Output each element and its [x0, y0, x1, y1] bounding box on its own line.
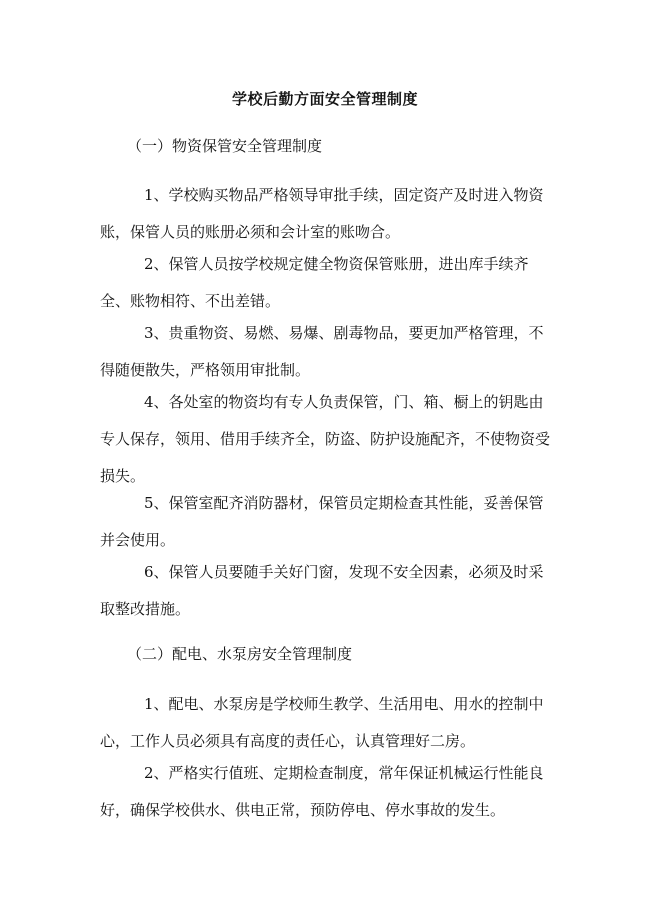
section-2-paragraph-1: 1、配电、水泵房是学校师生教学、生活用电、用水的控制中心，工作人员必须具有高度的责任心，认真管理好二房。 [100, 695, 544, 750]
section-1-paragraph-3: 3、贵重物资、易燃、易爆、剧毒物品，要更加严格管理，不得随便散失，严格领用审批制。 [100, 324, 544, 379]
section-2-paragraph-2: 2、严格实行值班、定期检查制度，常年保证机械运行性能良好，确保学校供水、供电正常，预防停电、停水事故的发生。 [100, 764, 544, 819]
section-1-paragraph-2: 2、保管人员按学校规定健全物资保管账册，进出库手续齐全、账物相符、不出差错。 [100, 255, 529, 310]
section-heading-1: （一）物资保管安全管理制度 [127, 137, 323, 155]
section-1-paragraph-1: 1、学校购买物品严格领导审批手续，固定资产及时进入物资账，保管人员的账册必须和会计室的账吻合。 [100, 186, 544, 241]
document-title: 学校后勤方面安全管理制度 [231, 90, 418, 108]
section-1-paragraph-5: 5、保管室配齐消防器材，保管员定期检查其性能，妥善保管并会使用。 [100, 494, 544, 549]
section-1-paragraph-4: 4、各处室的物资均有专人负责保管，门、箱、橱上的钥匙由专人保存，领用、借用手续齐全，防盗、防护设施配齐，不使物资受损失。 [100, 393, 551, 485]
section-heading-2: （二）配电、水泵房安全管理制度 [127, 645, 353, 663]
section-1-paragraph-6: 6、保管人员要随手关好门窗，发现不安全因素，必须及时采取整改措施。 [100, 563, 544, 618]
